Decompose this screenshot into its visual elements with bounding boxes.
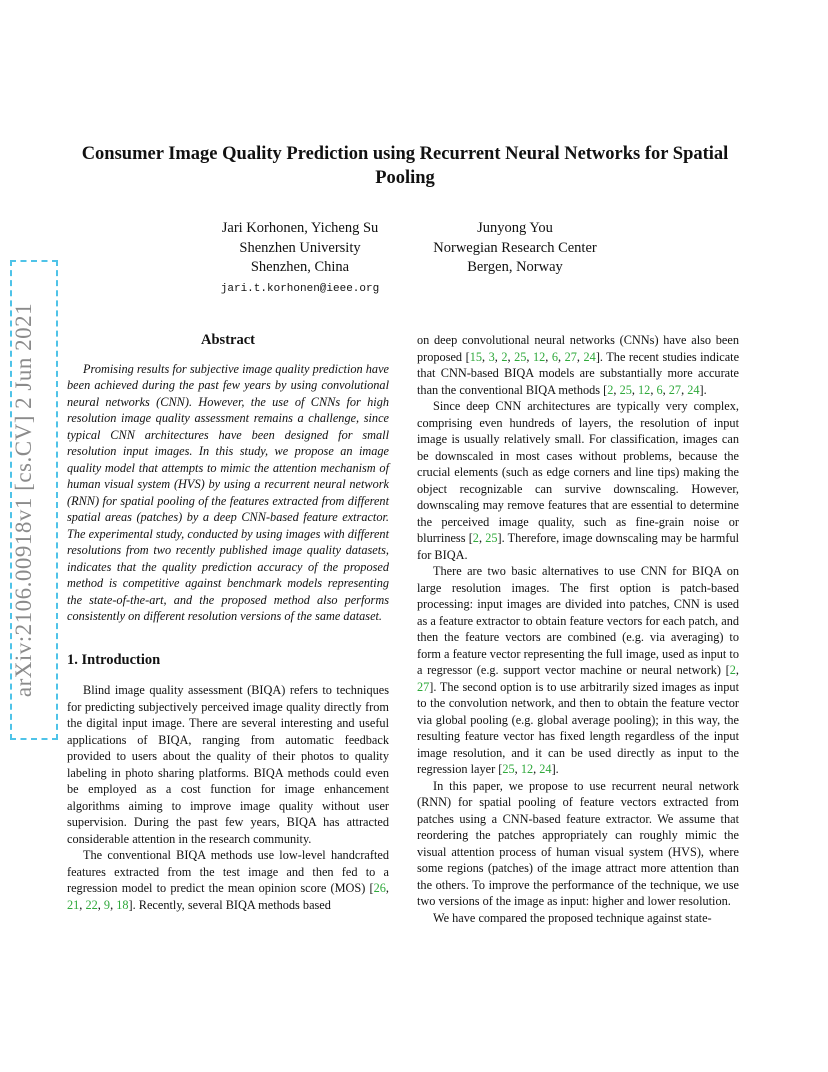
paper-title: Consumer Image Quality Prediction using Recurrent Neural Networks for Spatial Pooling bbox=[81, 144, 729, 188]
citation-link[interactable]: 25 bbox=[502, 762, 515, 776]
citation-link[interactable]: 12 bbox=[532, 349, 546, 364]
citation-link[interactable]: 25 bbox=[514, 349, 527, 364]
citation-link[interactable]: 24 bbox=[583, 349, 596, 364]
author-email[interactable]: jari.t.korhonen@ieee.org bbox=[220, 282, 380, 295]
citation-link[interactable]: 25 bbox=[619, 382, 632, 397]
paragraph-proposal: In this paper, we propose to use recurrent neural network (RNN) for spatial pooling of feature vectors extracted from patches using a CNN-based feature extractor. We assume that reordering the patches appropriately can roughly mimic the visual attention process of human visual system (HVS), where some regions (patches) of the image attract more attention than the others. To improve the performance of the technique, we use two versions of the image as input: higher and lower resolution. bbox=[417, 778, 739, 908]
citation-link[interactable]: 25 bbox=[485, 531, 498, 545]
author-names: Jari Korhonen, Yicheng Su bbox=[221, 220, 379, 236]
author-affiliation: Shenzhen University bbox=[239, 239, 361, 256]
citation-link[interactable]: 18 bbox=[116, 897, 129, 912]
citation-link[interactable]: 26 bbox=[373, 881, 386, 895]
citation-link[interactable]: 12 bbox=[520, 762, 534, 776]
citation-link[interactable]: 2 bbox=[501, 349, 508, 364]
intro-paragraph-1: Blind image quality assessment (BIQA) refers to techniques for predicting subjectively perceived image quality directly from the digital input image. There are several interesting and useful applications of BIQA, ranging from automatic feedback provided to users about the quality of their photos to quality labeling in photo sharing platforms. BIQA methods could even be employed as a cost function for image enhancement algorithms aiming to improve image quality without user supervision. During the past few years, BIQA has attracted considerable attention in the research community. bbox=[67, 683, 389, 846]
left-column bbox=[67, 332, 389, 913]
citation-link[interactable]: 2 bbox=[472, 531, 479, 545]
citation-link[interactable]: 24 bbox=[687, 382, 700, 397]
paragraph-text: on deep convolutional neural networks (CNNs) have also been proposed bbox=[417, 333, 739, 364]
citation-link[interactable]: 3 bbox=[488, 349, 495, 364]
citation-link[interactable]: 6 bbox=[656, 382, 663, 397]
citation-link[interactable]: 22 bbox=[85, 897, 98, 912]
abstract-heading: Abstract bbox=[201, 332, 255, 348]
author-affiliation: Norwegian Research Center bbox=[433, 239, 597, 256]
paragraph-text: . The recent studies indicate that CNN-based BIQA models are substantially more accurate than the conventional BIQA methods bbox=[417, 349, 740, 397]
citation-link[interactable]: 15 bbox=[469, 349, 482, 364]
citation-link[interactable]: 2 bbox=[607, 382, 614, 397]
abstract-text: Promising results for subjective image quality prediction have been achieved during the past few years by using convolutional neural networks (CNN). However, the use of CNNs for high resolution image quality assessment remains a challenge, since typical CNN architectures have been designed for small resolution input images. In this study, we propose an image quality model that attempts to mimic the attention mechanism of human visual system (HVS) by using a recurrent neural network (RNN) for spatial pooling of the features extracted from different spatial areas (patches) by a deep CNN-based feature extractor. The experimental study, conducted by using images with different resolutions from two recently published image quality datasets, indicates that the quality prediction accuracy of the proposed method is competitive against benchmark models representing the state-of-the-art, and the proposed method also performs consistently on different resolution versions of the same dataset. bbox=[67, 361, 389, 623]
citation-link[interactable]: 12 bbox=[638, 382, 651, 397]
paragraph-text: The conventional BIQA methods use low-level handcrafted features extracted from the test image and then fed to a regression model to predict the mean opinion score (MOS) bbox=[67, 848, 389, 895]
paragraph-text: There are two basic alternatives to use CNN for BIQA on large resolution images. The first option is patch-based processing: input images are divided into patches, CNN is used as a feature extractor to obtain feature vectors for each patch, and then the feature vectors are combined (e.g. via averaging) to form a feature vector representing the full image, used as input to a regressor (e.g. support vector machine or neural network) bbox=[417, 564, 739, 677]
citation-link[interactable]: 27 bbox=[668, 382, 682, 397]
paragraph-comparison: We have compared the proposed technique against state- bbox=[433, 910, 712, 925]
paragraph-text: . The second option is to use arbitrarily sized images as input to the convolution network, and then to obtain the feature vector via global pooling (e.g. global average pooling); in this way, the resulting feature vector has fixed length regardless of the input image resolution, and it can be used directly as input to the regression layer bbox=[417, 679, 739, 776]
paragraph-architectures: Since deep CNN architectures are typically very complex, comprising even hundreds of layers, the resolution of input image is usually relatively small. For classification, images can be downscaled in most cases without problems, because the crucial elements (such as edge corners and line tips) making the object recognizable can survive downscaling. However, downscaling may remove features that are essential to determine the perceived image quality, such as fine-grain noise or blurriness [2, 25]. Therefore, image downscaling may be harmful for BIQA. bbox=[417, 399, 740, 562]
author-location: Bergen, Norway bbox=[467, 259, 563, 275]
intro-paragraph-2: The conventional BIQA methods use low-level handcrafted features extracted from the test image and then fed to a regression model to predict the mean opinion score (MOS) [26, 21, 22, 9, 18]. Recently, several BIQA methods based bbox=[67, 848, 389, 912]
citation-link[interactable]: 27 bbox=[564, 349, 577, 364]
citation-link[interactable]: 9 bbox=[103, 897, 111, 912]
citation-link[interactable]: 24 bbox=[539, 762, 552, 776]
arxiv-stamp[interactable]: arXiv:2106.00918v1 [cs.CV] 2 Jun 2021 bbox=[11, 302, 36, 698]
citation-link[interactable]: 2 bbox=[729, 663, 736, 677]
author-block-1 bbox=[190, 219, 410, 299]
right-column bbox=[417, 332, 739, 926]
citation-link[interactable]: 27 bbox=[417, 679, 430, 694]
author-names: Junyong You bbox=[477, 220, 553, 236]
citation-link[interactable]: 6 bbox=[551, 349, 559, 364]
paragraph-alternatives: There are two basic alternatives to use CNN for BIQA on large resolution images. The first option is patch-based processing: input images are divided into patches, CNN is used as a feature extractor to obtain feature vectors for each patch, and then the feature vectors are combined (e.g. via averaging) to form a feature vector representing the full image, used as input to a regressor (e.g. support vector machine or neural network) [2, 27]. The second option is to use arbitrarily sized images as input to the convolution network, and then to obtain the feature vector via global pooling (e.g. global average pooling); in this way, the resulting feature vector has fixed length regardless of the input image resolution, and it can be used directly as input to the regression layer [25, 12, 24]. bbox=[417, 564, 739, 776]
paragraph-cnn-biqa: on deep convolutional neural networks (CNNs) have also been proposed [15, 3, 2, 25, 12, 6, 27, 24]. The recent studies indicate that CNN-based BIQA models are substantially more accurate than the conventional BIQA methods [2, 25, 12, 6, 27, 24]. bbox=[417, 333, 740, 397]
citation-link[interactable]: 21 bbox=[67, 897, 80, 912]
author-location: Shenzhen, China bbox=[250, 259, 350, 275]
section-heading-introduction: 1. Introduction bbox=[67, 651, 161, 668]
paragraph-text: . Recently, several BIQA methods based bbox=[132, 897, 331, 912]
paragraph-text: Since deep CNN architectures are typically very complex, comprising even hundreds of layers, the resolution of input image is usually relatively small. For classification, images can be downscaled in most cases without problems, because the crucial elements (such as edge corners and line tips) making the object recognizable can survive downscaling. However, downscaling may remove features that are essential to determine the perceived image quality, such as fine-grain noise or blurriness bbox=[417, 399, 739, 545]
author-block-2 bbox=[410, 219, 620, 278]
paragraph-text: . Therefore, image downscaling may be harmful for BIQA. bbox=[417, 531, 740, 562]
